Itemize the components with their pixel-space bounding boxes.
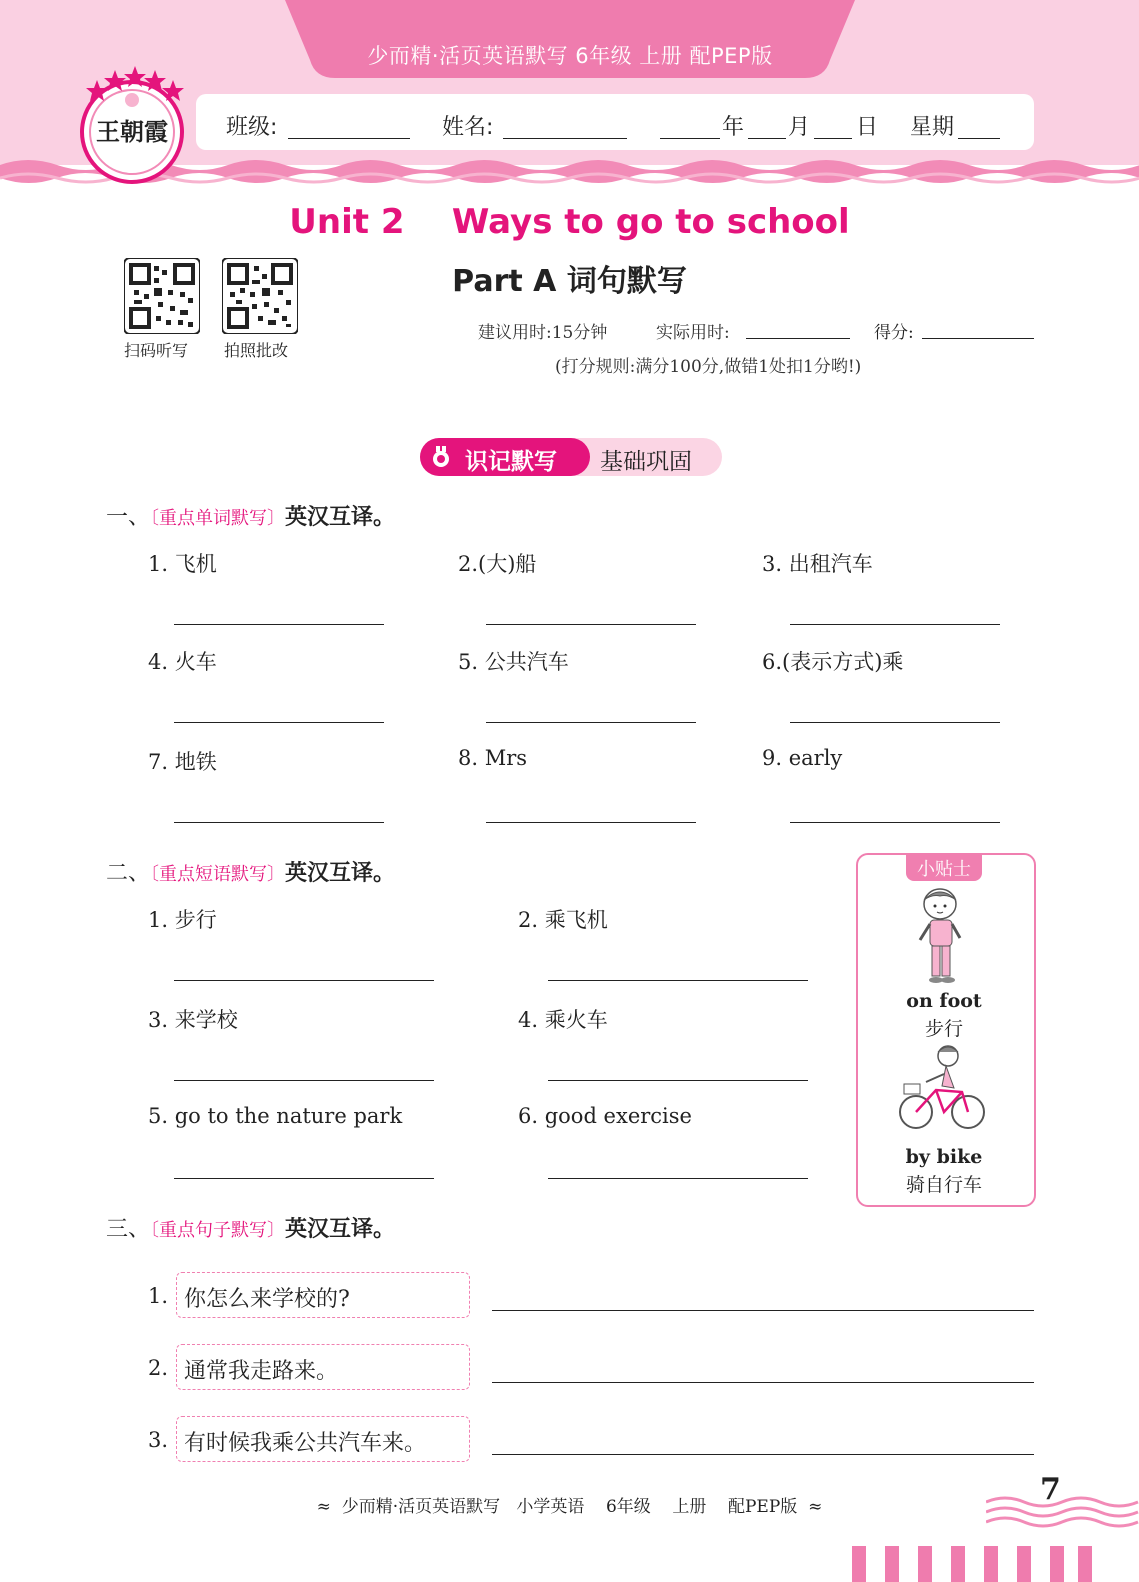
phrase-item: 3. 来学校 [148, 1008, 238, 1032]
name-field[interactable] [503, 138, 627, 139]
suggested-time: 建议用时:15分钟 [478, 323, 608, 343]
banner-right-label: 基础巩固 [600, 449, 692, 475]
cycling-girl-icon [896, 1042, 988, 1134]
month-field[interactable] [748, 138, 786, 139]
tip-1-chinese: 步行 [924, 1018, 963, 1040]
answer-line[interactable] [790, 722, 1000, 723]
section-2-instruction: 英汉互译。 [285, 861, 396, 886]
phrase-item: 5. go to the nature park [148, 1104, 403, 1128]
section-2-heading [106, 856, 395, 887]
word-item: 4. 火车 [148, 650, 217, 674]
part-title: Part A 词句默写 [452, 264, 687, 299]
answer-line[interactable] [790, 822, 1000, 823]
page-number: 7 [1040, 1472, 1061, 1507]
answer-line[interactable] [492, 1454, 1034, 1455]
answer-line[interactable] [174, 1080, 434, 1081]
word-item: 7. 地铁 [148, 750, 217, 774]
answer-line[interactable] [492, 1310, 1034, 1311]
answer-line[interactable] [174, 722, 384, 723]
score-label: 得分: [874, 323, 914, 343]
phrase-item: 1. 步行 [148, 908, 217, 932]
section-3-heading [106, 1212, 395, 1243]
walking-girl-icon [906, 886, 976, 988]
word-item: 6.(表示方式)乘 [762, 650, 904, 674]
word-item: 3. 出租汽车 [762, 552, 873, 576]
answer-line[interactable] [548, 1080, 808, 1081]
listen-qr-icon[interactable] [124, 258, 200, 334]
series-title: 少而精·活页英语默写 6年级 上册 配PEP版 [367, 44, 773, 68]
unit-title: Unit 2 Ways to go to school [289, 202, 850, 242]
answer-line[interactable] [174, 980, 434, 981]
word-item: 5. 公共汽车 [458, 650, 569, 674]
section-2-number: 二、 [106, 861, 151, 886]
tip-title: 小贴士 [917, 859, 971, 880]
phrase-item: 2. 乘飞机 [518, 908, 608, 932]
answer-line[interactable] [492, 1382, 1034, 1383]
actual-time-field[interactable] [746, 338, 850, 339]
sentence-text: 你怎么来学校的? [184, 1287, 350, 1312]
section-3-number: 三、 [106, 1217, 151, 1242]
tip-2-english: by bike [905, 1146, 983, 1168]
answer-line[interactable] [486, 624, 696, 625]
phrase-item: 4. 乘火车 [518, 1008, 608, 1032]
week-field[interactable] [958, 138, 1000, 139]
word-item: 1. 飞机 [148, 552, 217, 576]
footer-bars-decoration [852, 1546, 1092, 1582]
answer-line[interactable] [548, 1178, 808, 1179]
section-1-instruction: 英汉互译。 [285, 505, 396, 530]
banner-left-label: 识记默写 [465, 449, 557, 475]
section-1-tag: 〔重点单词默写〕 [150, 508, 286, 529]
section-1-number: 一、 [106, 505, 151, 530]
day-label: 日 [856, 115, 879, 140]
sentence-number: 2. [148, 1356, 169, 1380]
brand-logo [76, 66, 188, 186]
score-field[interactable] [922, 338, 1034, 339]
year-field[interactable] [660, 138, 720, 139]
sentence-number: 3. [148, 1428, 169, 1452]
name-label: 姓名: [442, 115, 494, 140]
photo-qr-icon[interactable] [222, 258, 298, 334]
answer-line[interactable] [174, 624, 384, 625]
class-field[interactable] [288, 138, 410, 139]
listen-qr-label: 扫码听写 [124, 341, 189, 360]
footer-wave-decoration [986, 1492, 1139, 1532]
answer-line[interactable] [486, 722, 696, 723]
day-field[interactable] [814, 138, 852, 139]
answer-line[interactable] [790, 624, 1000, 625]
word-item: 9. early [762, 746, 843, 770]
footer-text: ≈ 少而精·活页英语默写 小学英语 6年级 上册 配PEP版 ≈ [316, 1497, 823, 1517]
year-label: 年 [722, 115, 745, 140]
answer-line[interactable] [486, 822, 696, 823]
sentence-text: 有时候我乘公共汽车来。 [184, 1431, 427, 1456]
word-item: 2.(大)船 [458, 552, 537, 576]
section-1-heading [106, 500, 395, 531]
section-3-instruction: 英汉互译。 [285, 1217, 396, 1242]
week-label: 星期 [910, 115, 955, 140]
answer-line[interactable] [174, 822, 384, 823]
medal-icon [430, 446, 452, 468]
logo-text: 王朝霞 [96, 117, 168, 146]
photo-qr-label: 拍照批改 [224, 341, 289, 360]
sentence-number: 1. [148, 1284, 169, 1308]
scoring-rule: (打分规则:满分100分,做错1处扣1分哟!) [555, 357, 862, 377]
phrase-item: 6. good exercise [518, 1104, 692, 1128]
section-2-tag: 〔重点短语默写〕 [150, 864, 286, 885]
sentence-text: 通常我走路来。 [184, 1359, 339, 1384]
answer-line[interactable] [548, 980, 808, 981]
tip-2-chinese: 骑自行车 [905, 1174, 982, 1196]
month-label: 月 [788, 115, 811, 140]
student-info-box [196, 94, 1034, 150]
word-item: 8. Mrs [458, 746, 528, 770]
answer-line[interactable] [174, 1178, 434, 1179]
section-3-tag: 〔重点句子默写〕 [150, 1220, 286, 1241]
tip-1-english: on foot [906, 990, 982, 1012]
actual-time-label: 实际用时: [656, 323, 730, 343]
class-label: 班级: [226, 115, 278, 140]
